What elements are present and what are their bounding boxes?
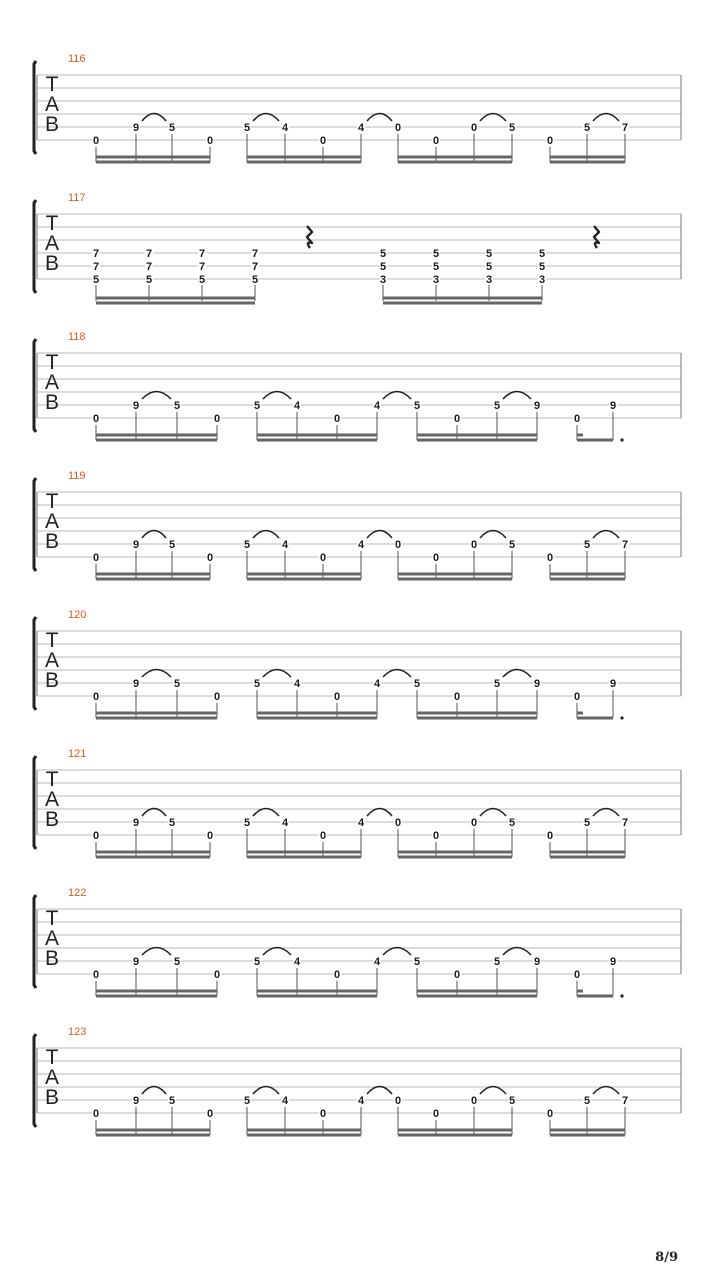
tab-system [34,331,681,442]
fret-number: 7 [621,1095,629,1107]
slur [383,670,411,678]
fret-number: 7 [251,261,259,273]
fret-number: 0 [432,1108,440,1120]
fret-number: 3 [485,274,493,286]
slur [480,531,506,539]
tab-system [34,887,681,998]
fret-number: 5 [485,248,493,260]
fret-number: 7 [621,539,629,551]
fret-number: 0 [546,552,554,564]
tab-clef-letter: A [44,93,60,116]
tab-clef-letter: T [45,73,59,96]
fret-number: 0 [213,413,221,425]
fret-number: 0 [206,552,214,564]
fret-number: 0 [213,691,221,703]
fret-number: 5 [508,817,516,829]
slur [383,392,411,400]
beam [257,990,377,993]
fret-number: 5 [253,400,261,412]
fret-number: 5 [92,274,100,286]
fret-number: 9 [132,956,140,968]
beam [96,990,217,993]
augmentation-dot [620,994,623,997]
beam [257,439,377,442]
beam [96,161,210,164]
beam-stub [577,990,583,993]
fret-number: 0 [573,413,581,425]
fret-number: 5 [493,956,501,968]
tab-clef-letter: A [44,1066,60,1089]
tab-clef-letter: A [44,232,60,255]
fret-number: 7 [145,261,153,273]
beam [398,156,512,159]
tab-system [34,192,681,305]
beam [550,1129,625,1132]
fret-number: 9 [609,400,617,412]
beam [417,439,537,442]
fret-number: 0 [92,413,100,425]
system-bracket [34,756,36,849]
tab-clef-letter: T [45,490,59,513]
tab-clef-letter: T [45,212,59,235]
system-bracket [34,339,36,432]
quarter-rest [594,226,599,248]
fret-number: 7 [92,248,100,260]
tab-system [34,53,681,164]
fret-number: 9 [609,956,617,968]
fret-number: 0 [573,691,581,703]
tab-clef-letter: B [44,530,60,553]
fret-number: 5 [508,1095,516,1107]
fret-number: 9 [132,678,140,690]
tab-system [34,470,681,581]
page-number: 8/9 [655,1250,678,1265]
fret-number: 5 [379,261,387,273]
beam [550,573,625,576]
beam [96,712,217,715]
slur [367,1087,392,1095]
beam [398,161,512,164]
fret-number: 5 [413,956,421,968]
fret-number: 0 [394,122,402,134]
fret-number: 5 [198,274,206,286]
fret-number: 4 [281,817,289,829]
beam [550,851,625,854]
fret-number: 5 [508,539,516,551]
fret-number: 5 [538,261,546,273]
slur [263,948,291,956]
measure-number: 120 [68,609,87,621]
fret-number: 4 [373,956,381,968]
fret-number: 5 [508,122,516,134]
slur [253,1087,279,1095]
fret-number: 5 [432,261,440,273]
fret-number: 5 [485,261,493,273]
fret-number: 4 [281,539,289,551]
slur [142,114,166,122]
fret-number: 5 [583,122,591,134]
slur [142,1087,166,1095]
fret-number: 5 [379,248,387,260]
beam [550,578,625,581]
beam [257,434,377,437]
beam [96,156,210,159]
fret-number: 0 [213,969,221,981]
fret-number: 0 [453,691,461,703]
fret-number: 0 [394,1095,402,1107]
fret-number: 0 [319,830,327,842]
fret-number: 7 [145,248,153,260]
fret-number: 5 [413,400,421,412]
fret-number: 0 [470,817,478,829]
fret-number: 0 [394,539,402,551]
beam [96,995,217,998]
tab-clef-letter: B [44,1086,60,1109]
fret-number: 4 [293,678,301,690]
slur [253,114,279,122]
fret-number: 0 [92,830,100,842]
fret-number: 9 [132,122,140,134]
slur [503,392,531,400]
fret-number: 4 [293,956,301,968]
measure-number: 122 [68,887,87,899]
fret-number: 4 [357,122,365,134]
fret-number: 5 [413,678,421,690]
slur [480,114,506,122]
tab-clef-letter: A [44,371,60,394]
beam [417,990,537,993]
tab-clef-letter: B [44,947,60,970]
fret-number: 4 [293,400,301,412]
fret-number: 0 [573,969,581,981]
measure-number: 117 [68,192,86,204]
tab-clef-letter: A [44,649,60,672]
fret-number: 5 [168,1095,176,1107]
tab-clef-letter: T [45,907,59,930]
slur [263,670,291,678]
fret-number: 0 [432,135,440,147]
fret-number: 0 [206,830,214,842]
beam [96,302,255,305]
tab-clef-letter: B [44,808,60,831]
fret-number: 0 [319,1108,327,1120]
fret-number: 5 [243,817,251,829]
beam [247,573,361,576]
beam [577,995,613,998]
slur [383,948,411,956]
slur [142,531,166,539]
tab-system [34,748,681,859]
fret-number: 5 [168,539,176,551]
fret-number: 9 [132,1095,140,1107]
fret-number: 5 [168,817,176,829]
fret-number: 0 [206,135,214,147]
slur [263,392,291,400]
fret-number: 4 [357,1095,365,1107]
beam [96,573,210,576]
fret-number: 5 [251,274,259,286]
beam [383,297,542,300]
fret-number: 7 [198,248,206,260]
fret-number: 3 [379,274,387,286]
fret-number: 4 [373,400,381,412]
beam [383,302,542,305]
beam [96,1134,210,1137]
fret-number: 0 [546,1108,554,1120]
slur [593,531,619,539]
fret-number: 5 [432,248,440,260]
fret-number: 0 [470,1095,478,1107]
fret-number: 4 [357,539,365,551]
tab-clef-letter: B [44,391,60,414]
fret-number: 0 [333,691,341,703]
fret-number: 4 [357,817,365,829]
fret-number: 9 [533,400,541,412]
slur [142,809,166,817]
fret-number: 0 [206,1108,214,1120]
fret-number: 0 [333,413,341,425]
fret-number: 5 [145,274,153,286]
beam [417,995,537,998]
beam [398,851,512,854]
fret-number: 0 [92,969,100,981]
fret-number: 5 [493,678,501,690]
beam [257,995,377,998]
beam [96,297,255,300]
fret-number: 5 [243,1095,251,1107]
beam [550,161,625,164]
fret-number: 9 [132,539,140,551]
slur [503,670,531,678]
fret-number: 7 [621,817,629,829]
beam [550,856,625,859]
system-bracket [34,200,36,293]
fret-number: 5 [538,248,546,260]
fret-number: 0 [92,135,100,147]
fret-number: 0 [432,830,440,842]
slur [142,670,171,678]
beam [550,156,625,159]
system-bracket [34,478,36,571]
fret-number: 5 [583,1095,591,1107]
augmentation-dot [620,438,623,441]
tab-system [34,1026,681,1137]
beam [417,717,537,720]
fret-number: 7 [251,248,259,260]
slur [367,114,392,122]
fret-number: 3 [538,274,546,286]
slur [593,1087,619,1095]
beam [247,856,361,859]
slur [142,392,171,400]
fret-number: 0 [319,135,327,147]
measure-number: 116 [68,53,86,65]
fret-number: 5 [583,539,591,551]
tab-clef-letter: T [45,768,59,791]
fret-number: 0 [470,539,478,551]
fret-number: 5 [173,678,181,690]
tab-clef-letter: B [44,252,60,275]
beam [96,434,217,437]
fret-number: 0 [394,817,402,829]
fret-number: 7 [198,261,206,273]
augmentation-dot [620,716,623,719]
system-bracket [34,895,36,988]
fret-number: 4 [281,122,289,134]
tab-system [34,609,681,720]
beam [247,578,361,581]
beam [96,439,217,442]
beam [398,856,512,859]
measure-number: 118 [68,331,86,343]
tab-clef-letter: T [45,1046,59,1069]
fret-number: 0 [92,1108,100,1120]
tab-clef-letter: B [44,669,60,692]
beam [96,1129,210,1132]
beam [398,573,512,576]
beam [550,1134,625,1137]
slur [593,809,619,817]
fret-number: 0 [546,830,554,842]
measure-number: 119 [68,470,86,482]
beam [417,434,537,437]
slur [593,114,619,122]
quarter-rest [307,226,312,248]
beam [247,1129,361,1132]
beam [247,161,361,164]
fret-number: 9 [609,678,617,690]
beam [577,717,613,720]
slur [142,948,171,956]
fret-number: 0 [333,969,341,981]
slur [480,809,506,817]
fret-number: 5 [243,122,251,134]
slur [253,809,279,817]
system-bracket [34,1034,36,1127]
fret-number: 4 [373,678,381,690]
beam-stub [577,712,583,715]
beam [96,578,210,581]
fret-number: 9 [533,956,541,968]
beam [247,1134,361,1137]
beam [96,717,217,720]
beam [417,712,537,715]
tab-clef-letter: A [44,510,60,533]
beam [257,717,377,720]
fret-number: 0 [453,969,461,981]
slur [253,531,279,539]
fret-number: 0 [432,552,440,564]
beam [96,851,210,854]
fret-number: 0 [92,691,100,703]
tab-clef-letter: A [44,927,60,950]
fret-number: 5 [243,539,251,551]
slur [367,809,392,817]
fret-number: 5 [173,400,181,412]
beam [398,1134,512,1137]
fret-number: 0 [92,552,100,564]
fret-number: 0 [546,135,554,147]
fret-number: 4 [281,1095,289,1107]
measure-number: 123 [68,1026,87,1038]
beam [398,578,512,581]
beam [577,439,613,442]
fret-number: 9 [533,678,541,690]
fret-number: 7 [92,261,100,273]
slur [367,531,392,539]
fret-number: 5 [173,956,181,968]
fret-number: 9 [132,817,140,829]
tab-clef-letter: B [44,113,60,136]
fret-number: 3 [432,274,440,286]
system-bracket [34,61,36,154]
fret-number: 0 [453,413,461,425]
beam [96,856,210,859]
slur [480,1087,506,1095]
beam [398,1129,512,1132]
fret-number: 0 [470,122,478,134]
fret-number: 9 [132,400,140,412]
slur [503,948,531,956]
beam [257,712,377,715]
fret-number: 5 [168,122,176,134]
beam-stub [577,434,583,437]
tab-clef-letter: T [45,351,59,374]
measure-number: 121 [68,748,87,760]
beam [247,156,361,159]
system-bracket [34,617,36,710]
fret-number: 5 [253,678,261,690]
tab-clef-letter: A [44,788,60,811]
beam [247,851,361,854]
fret-number: 7 [621,122,629,134]
fret-number: 5 [493,400,501,412]
fret-number: 0 [319,552,327,564]
tab-clef-letter: T [45,629,59,652]
fret-number: 5 [253,956,261,968]
fret-number: 5 [583,817,591,829]
